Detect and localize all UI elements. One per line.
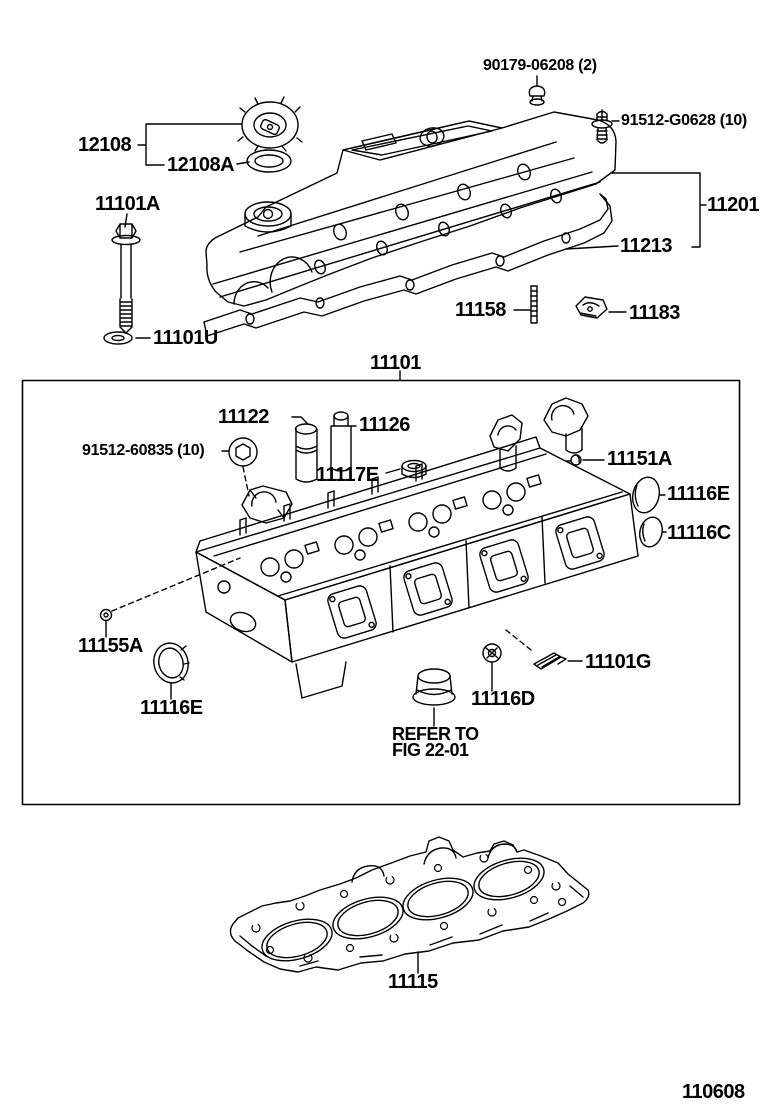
plug-11151A (566, 455, 581, 465)
plug-11116D (483, 644, 501, 662)
cup-plug-refer-to (413, 669, 455, 705)
plug-11155A (101, 610, 112, 621)
bolt-washer-11101U (104, 332, 132, 344)
part-label-12108A: 12108A (167, 154, 235, 176)
plug-11116C (637, 515, 666, 549)
part-label-11101G: 11101G (585, 651, 651, 673)
cylinder-head (196, 437, 638, 698)
valve-cover-11201 (206, 112, 616, 306)
part-label-11116E-right: 11116E (667, 483, 730, 505)
valve-guide-11122 (296, 424, 318, 482)
part-label-11201: 11201 (707, 194, 760, 216)
part-label-11158: 11158 (455, 299, 506, 321)
part-label-11101U: 11101U (153, 327, 218, 349)
part-label-91512-G0628: 91512-G0628 (10) (621, 112, 747, 129)
note-line-2: FIG 22-01 (392, 740, 469, 760)
stud-11158 (531, 286, 537, 323)
part-label-91512-60835: 91512-60835 (10) (82, 442, 205, 459)
leader-lines (106, 76, 706, 973)
part-label-11117E: 11117E (316, 464, 379, 486)
part-label-11151A: 11151A (607, 448, 672, 470)
valve-guide-11126 (331, 412, 351, 471)
note-refer-to (392, 726, 479, 758)
part-label-11115: 11115 (388, 971, 438, 993)
part-label-90179-06208: 90179-06208 (2) (483, 57, 597, 74)
plug-11116E-right (629, 474, 663, 515)
part-label-11116E-left: 11116E (140, 697, 203, 719)
part-label-11126: 11126 (359, 414, 410, 436)
bracket-11183 (576, 297, 607, 318)
filler-cap-gasket-12108A (247, 150, 291, 172)
head-gasket-11115 (230, 837, 588, 972)
camshaft-bearing-cap-left (242, 486, 292, 523)
part-label-11183: 11183 (629, 302, 680, 324)
oil-filler-cap-12108 (238, 97, 302, 151)
part-label-11101: 11101 (370, 352, 421, 374)
stud-11101G (534, 653, 566, 669)
camshaft-bearing-cap-right (544, 398, 588, 453)
part-label-11116D: 11116D (471, 688, 535, 710)
stud-bolt-91512-60835 (229, 438, 257, 466)
note-line-1: REFER TO (392, 724, 479, 744)
part-label-11116C: 11116C (667, 522, 731, 544)
part-label-11155A: 11155A (78, 635, 143, 657)
head-bolt-11101A (112, 224, 140, 333)
part-label-12108: 12108 (78, 134, 132, 156)
part-label-11213: 11213 (620, 235, 673, 257)
part-label-11122: 11122 (218, 406, 269, 428)
part-label-11101A: 11101A (95, 193, 160, 215)
grommet-90179 (529, 86, 544, 105)
oil-seal-11116E-left (150, 639, 193, 686)
figure-code: 110608 (682, 1081, 745, 1103)
